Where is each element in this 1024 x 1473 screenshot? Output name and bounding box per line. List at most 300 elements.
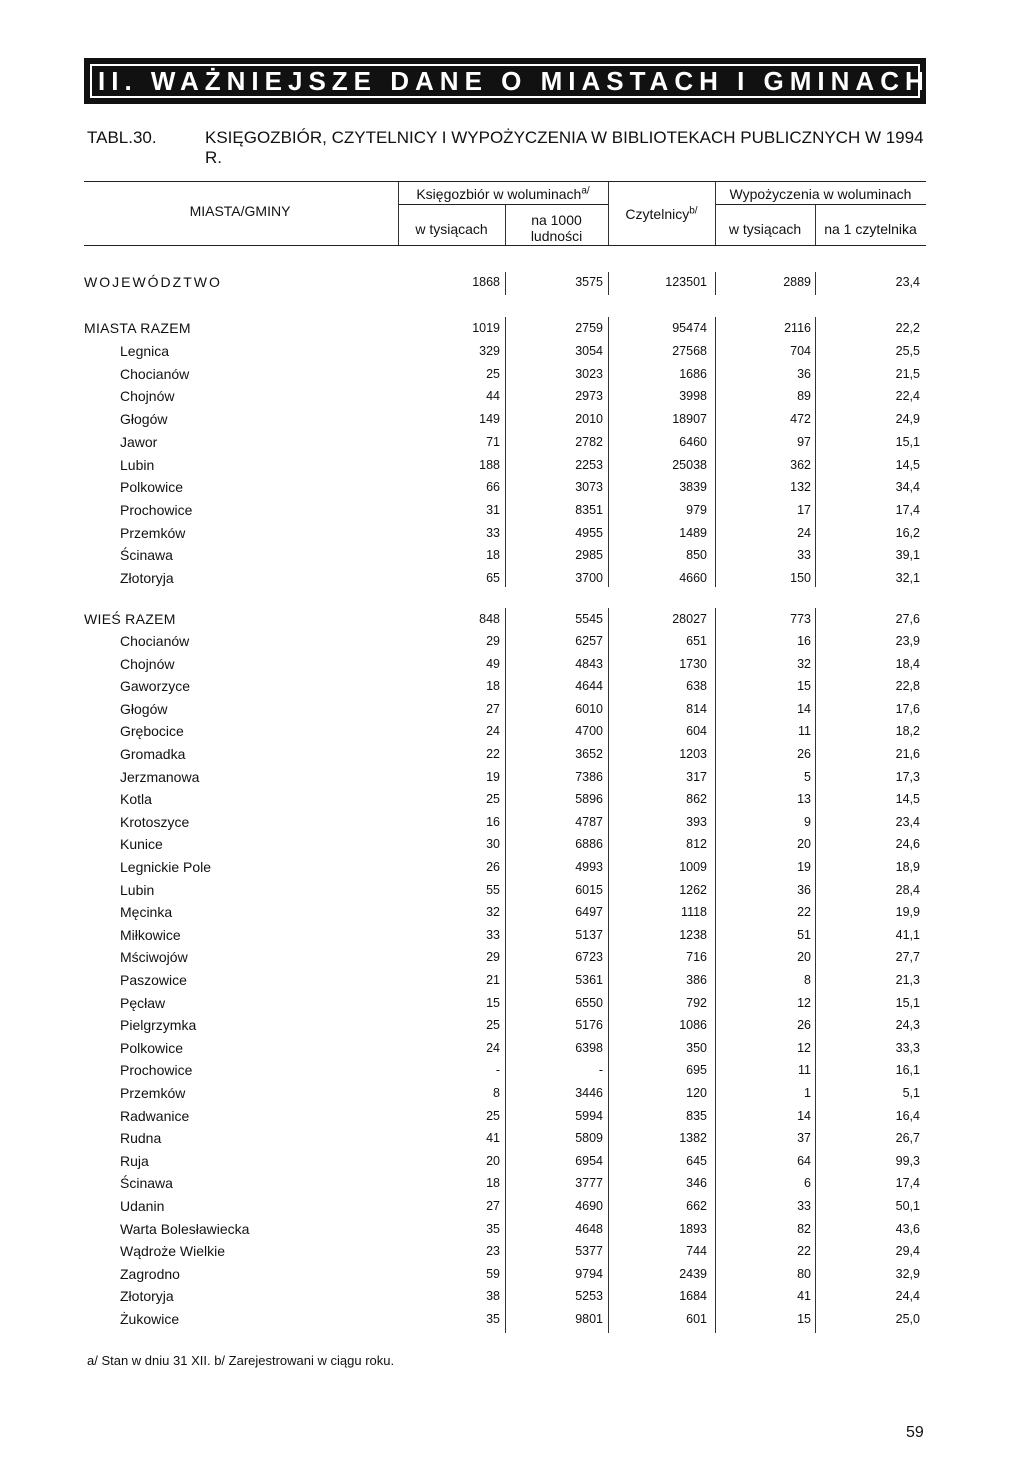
municipality-name: MIASTA RAZEM <box>84 320 191 336</box>
page-number: 59 <box>906 1424 924 1441</box>
cell-readers: 1086 <box>679 1018 707 1033</box>
cell-loans-per-reader: 24,3 <box>895 1018 920 1033</box>
table-row <box>0 500 1024 522</box>
municipality-name: Kotla <box>120 791 152 808</box>
cell-loans-per-reader: 5,1 <box>902 1086 920 1100</box>
cell-loans-thousands: 24 <box>797 525 811 540</box>
cell-loans-per-reader: 32,9 <box>895 1266 920 1281</box>
cell-readers: 120 <box>686 1086 707 1100</box>
cell-books-thousands: 65 <box>486 571 500 585</box>
cell-books-per1000: 6497 <box>575 905 603 920</box>
cell-books-per1000: 6257 <box>575 634 603 648</box>
cell-books-per1000: 5253 <box>575 1289 603 1304</box>
cell-loans-thousands: 17 <box>797 502 811 517</box>
table-row <box>0 1241 1024 1263</box>
cell-loans-per-reader: 28,4 <box>895 882 920 897</box>
cell-readers: 25038 <box>672 457 707 472</box>
municipality-name: WOJEWÓDZTWO <box>84 274 222 290</box>
cell-books-per1000: 3073 <box>575 480 603 495</box>
table-row <box>0 1106 1024 1128</box>
cell-loans-thousands: 11 <box>798 724 811 739</box>
cell-readers: 3839 <box>679 480 707 495</box>
cell-loans-per-reader: 14,5 <box>895 792 920 807</box>
municipality-name: Jawor <box>120 433 158 450</box>
header-loans-group-rule <box>715 204 926 205</box>
cell-readers: 744 <box>686 1244 707 1259</box>
municipality-name: Grębocice <box>120 723 184 740</box>
header-municipality: MIASTA/GMINY <box>189 203 291 219</box>
cell-books-thousands: 26 <box>486 860 500 874</box>
municipality-name: Chocianów <box>120 365 190 382</box>
cell-loans-thousands: 22 <box>797 1244 811 1259</box>
cell-readers: 350 <box>686 1040 707 1055</box>
cell-loans-thousands: 20 <box>797 837 811 852</box>
cell-books-thousands: 15 <box>486 995 500 1010</box>
cell-readers: 1118 <box>681 905 707 920</box>
cell-readers: 4660 <box>679 571 707 585</box>
cell-loans-per-reader: 15,1 <box>895 995 920 1010</box>
municipality-name: Złotoryja <box>120 570 174 586</box>
cell-books-per1000: 2759 <box>575 321 603 335</box>
cell-books-thousands: 16 <box>486 814 500 829</box>
table-row <box>0 676 1024 698</box>
table-row <box>0 432 1024 454</box>
summary-row <box>0 609 1024 631</box>
cell-books-per1000: 7386 <box>575 769 603 784</box>
cell-readers: 651 <box>686 634 707 648</box>
table-row <box>0 477 1024 499</box>
cell-readers: 27568 <box>672 344 707 358</box>
cell-loans-thousands: 51 <box>797 927 811 942</box>
cell-readers: 123501 <box>665 275 707 289</box>
cell-readers: 1238 <box>679 927 707 942</box>
municipality-name: Chojnów <box>120 655 175 672</box>
cell-books-per1000: 3023 <box>575 366 603 381</box>
cell-books-thousands: 27 <box>486 701 500 716</box>
cell-loans-thousands: 97 <box>797 434 811 449</box>
cell-readers: 28027 <box>672 612 707 626</box>
cell-readers: 792 <box>686 995 707 1010</box>
header-loans-per-reader: na 1 czytelnika <box>824 221 917 237</box>
cell-readers: 638 <box>686 679 707 694</box>
cell-books-thousands: 55 <box>486 882 500 897</box>
cell-loans-thousands: 472 <box>790 412 811 427</box>
cell-loans-thousands: 9 <box>804 814 811 829</box>
cell-books-thousands: 25 <box>486 366 500 381</box>
cell-loans-per-reader: 41,1 <box>895 927 920 942</box>
municipality-name: Pielgrzymka <box>120 1017 197 1034</box>
municipality-name: Wądroże Wielkie <box>120 1243 226 1260</box>
table-row <box>0 1151 1024 1173</box>
cell-readers: 393 <box>686 814 707 829</box>
municipality-name: Paszowice <box>120 972 187 988</box>
header-readers <box>608 206 715 222</box>
municipality-name: Przemków <box>120 1085 186 1101</box>
cell-loans-per-reader: 29,4 <box>895 1244 920 1259</box>
table-row <box>0 947 1024 969</box>
municipality-name: Chojnów <box>120 388 175 405</box>
cell-readers: 6460 <box>679 434 707 449</box>
cell-readers: 1686 <box>679 366 707 381</box>
cell-loans-thousands: 773 <box>790 612 811 626</box>
municipality-name: Rudna <box>120 1130 162 1147</box>
municipality-name: Ruja <box>120 1152 149 1169</box>
cell-books-per1000: 6010 <box>575 701 603 716</box>
cell-loans-thousands: 82 <box>797 1221 811 1236</box>
cell-loans-per-reader: 27,6 <box>895 612 920 626</box>
cell-books-per1000: 5361 <box>575 973 603 987</box>
municipality-name: WIEŚ RAZEM <box>84 611 176 627</box>
header-loans-group: Wypożyczenia w woluminach <box>729 186 912 202</box>
table-row <box>0 857 1024 879</box>
cell-loans-thousands: 13 <box>797 792 811 807</box>
municipality-name: Gromadka <box>120 746 186 762</box>
cell-books-per1000: 4843 <box>575 656 603 671</box>
cell-books-per1000: 8351 <box>575 502 603 517</box>
municipality-name: Polkowice <box>120 479 184 496</box>
cell-loans-per-reader: 50,1 <box>895 1199 920 1213</box>
cell-readers: 850 <box>686 548 707 563</box>
cell-books-per1000: 4700 <box>575 724 603 739</box>
municipality-name: Kunice <box>120 836 163 853</box>
cell-books-thousands: 188 <box>479 457 500 472</box>
cell-books-per1000: 5545 <box>575 612 603 626</box>
cell-readers: 3998 <box>679 389 707 404</box>
cell-readers: 1684 <box>679 1289 707 1304</box>
cell-readers: 1262 <box>679 882 707 897</box>
table-row <box>0 970 1024 992</box>
cell-loans-per-reader: 25,0 <box>895 1312 920 1326</box>
cell-loans-per-reader: 43,6 <box>895 1221 920 1236</box>
cell-loans-thousands: 19 <box>797 860 811 874</box>
cell-books-thousands: 25 <box>486 792 500 807</box>
cell-loans-thousands: 20 <box>797 950 811 965</box>
table-row <box>0 545 1024 567</box>
header-readers-note: b/ <box>689 205 698 217</box>
cell-loans-per-reader: 16,4 <box>895 1108 920 1123</box>
table-row <box>0 744 1024 766</box>
cell-readers: 604 <box>686 724 707 739</box>
summary-row <box>0 318 1024 340</box>
cell-loans-per-reader: 23,9 <box>895 634 920 648</box>
cell-loans-per-reader: 22,8 <box>895 679 920 694</box>
cell-books-thousands: 21 <box>486 973 500 987</box>
cell-books-per1000: 9794 <box>575 1266 603 1281</box>
header-books-group <box>398 186 608 202</box>
cell-loans-thousands: 2116 <box>784 321 811 335</box>
cell-readers: 862 <box>686 792 707 807</box>
municipality-name: Pęcław <box>120 994 166 1011</box>
cell-books-thousands: 1868 <box>472 275 500 289</box>
cell-loans-thousands: 14 <box>797 1108 811 1123</box>
cell-books-per1000: 6015 <box>575 882 603 897</box>
cell-books-per1000: 6398 <box>575 1040 603 1055</box>
cell-books-per1000: - <box>598 1063 603 1078</box>
cell-books-thousands: 71 <box>486 434 500 449</box>
municipality-name: Legnica <box>120 343 170 359</box>
cell-readers: 716 <box>686 950 707 965</box>
cell-loans-thousands: 64 <box>797 1153 811 1168</box>
cell-readers: 601 <box>686 1312 707 1326</box>
chapter-title: II. WAŻNIEJSZE DANE O MIASTACH I GMINACH <box>98 65 930 96</box>
header-books-group-label: Księgozbiór w woluminach <box>416 186 582 202</box>
cell-books-thousands: 33 <box>486 927 500 942</box>
cell-books-per1000: 5994 <box>575 1108 603 1123</box>
cell-loans-thousands: 12 <box>797 995 811 1010</box>
cell-books-per1000: 5896 <box>575 792 603 807</box>
cell-books-thousands: 25 <box>486 1108 500 1123</box>
cell-books-per1000: 4690 <box>575 1199 603 1213</box>
municipality-name: Warta Bolesławiecka <box>120 1220 250 1237</box>
cell-books-thousands: 24 <box>486 724 500 739</box>
cell-books-per1000: 6550 <box>575 995 603 1010</box>
cell-loans-per-reader: 21,3 <box>895 973 920 987</box>
header-loans-thousands: w tysiącach <box>728 221 802 237</box>
cell-books-per1000: 6886 <box>575 837 603 852</box>
municipality-name: Ścinawa <box>120 547 173 564</box>
cell-loans-per-reader: 27,7 <box>895 950 920 965</box>
municipality-name: Żukowice <box>120 1311 180 1327</box>
cell-loans-per-reader: 99,3 <box>895 1153 920 1168</box>
cell-books-per1000: 5176 <box>575 1018 603 1033</box>
cell-loans-per-reader: 17,3 <box>895 769 920 784</box>
cell-loans-per-reader: 33,3 <box>895 1040 920 1055</box>
cell-books-thousands: 18 <box>486 548 500 563</box>
cell-readers: 1203 <box>679 747 707 761</box>
cell-loans-thousands: 89 <box>797 389 811 404</box>
cell-books-thousands: 33 <box>486 525 500 540</box>
cell-loans-per-reader: 17,6 <box>895 701 920 716</box>
cell-books-thousands: 27 <box>486 1199 500 1213</box>
cell-readers: 2439 <box>679 1266 707 1281</box>
table-row <box>0 721 1024 743</box>
cell-loans-thousands: 132 <box>790 480 811 495</box>
cell-books-per1000: 4644 <box>575 679 603 694</box>
cell-books-thousands: 32 <box>486 905 500 920</box>
cell-loans-thousands: 14 <box>797 701 811 716</box>
header-bottom-rule <box>84 245 926 246</box>
table-row <box>0 1173 1024 1195</box>
table-row <box>0 1083 1024 1105</box>
cell-loans-thousands: 16 <box>797 634 811 648</box>
cell-loans-thousands: 41 <box>797 1289 811 1304</box>
chapter-banner-frame <box>90 64 930 98</box>
cell-books-per1000: 3054 <box>575 344 603 358</box>
cell-loans-thousands: 362 <box>790 457 811 472</box>
table-row <box>0 455 1024 477</box>
cell-books-thousands: 38 <box>486 1289 500 1304</box>
cell-books-per1000: 4955 <box>575 525 603 540</box>
cell-readers: 835 <box>686 1108 707 1123</box>
cell-books-per1000: 2782 <box>575 434 603 449</box>
cell-books-per1000: 3700 <box>575 571 603 585</box>
municipality-name: Złotoryja <box>120 1288 174 1305</box>
cell-loans-thousands: 33 <box>797 548 811 563</box>
municipality-name: Męcinka <box>120 904 173 921</box>
cell-loans-per-reader: 21,5 <box>895 366 920 381</box>
municipality-name: Krotoszyce <box>120 813 190 830</box>
table-row <box>0 1219 1024 1241</box>
cell-readers: 95474 <box>672 321 707 335</box>
table-row <box>0 386 1024 408</box>
cell-readers: 346 <box>686 1176 707 1191</box>
cell-books-per1000: 5137 <box>575 927 603 942</box>
cell-books-per1000: 3575 <box>575 275 603 289</box>
table-row <box>0 341 1024 363</box>
table-row <box>0 631 1024 653</box>
cell-loans-per-reader: 34,4 <box>895 480 920 495</box>
cell-books-thousands: 35 <box>486 1312 500 1326</box>
cell-books-per1000: 3777 <box>575 1176 603 1191</box>
municipality-name: Radwanice <box>120 1107 190 1124</box>
header-books-note: a/ <box>581 185 590 197</box>
municipality-name: Lubin <box>120 881 155 898</box>
cell-readers: 814 <box>686 701 707 716</box>
header-books-thousands: w tysiącach <box>415 221 488 237</box>
cell-loans-per-reader: 24,4 <box>895 1289 920 1304</box>
cell-loans-thousands: 26 <box>797 747 811 761</box>
municipality-name: Ścinawa <box>120 1175 173 1192</box>
cell-books-per1000: 5377 <box>575 1244 603 1259</box>
cell-loans-per-reader: 23,4 <box>895 275 920 289</box>
cell-books-thousands: 29 <box>486 950 500 965</box>
municipality-name: Gaworzyce <box>120 678 191 695</box>
footnote: a/ Stan w dniu 31 XII. b/ Zarejestrowani w ciągu roku. <box>87 1353 395 1368</box>
cell-loans-thousands: 15 <box>797 1312 811 1326</box>
cell-loans-per-reader: 17,4 <box>895 1176 920 1191</box>
cell-readers: 1489 <box>679 525 707 540</box>
cell-books-per1000: 9801 <box>575 1312 603 1326</box>
cell-loans-per-reader: 19,9 <box>895 905 920 920</box>
cell-readers: 18907 <box>672 412 707 427</box>
cell-readers: 695 <box>686 1063 707 1078</box>
cell-loans-per-reader: 16,1 <box>895 1063 920 1078</box>
cell-books-thousands: 329 <box>479 344 500 358</box>
cell-books-thousands: - <box>495 1063 500 1078</box>
cell-loans-thousands: 704 <box>790 344 811 358</box>
cell-loans-per-reader: 24,9 <box>895 412 920 427</box>
cell-loans-per-reader: 15,1 <box>895 434 920 449</box>
cell-loans-thousands: 11 <box>798 1063 811 1078</box>
table-row <box>0 1128 1024 1150</box>
cell-loans-thousands: 8 <box>804 973 811 987</box>
header-books-per1000 <box>505 212 608 244</box>
municipality-name: Mściwojów <box>120 949 188 966</box>
header-books-per1000-line1: na 1000 <box>531 212 582 228</box>
cell-books-per1000: 5809 <box>575 1131 603 1146</box>
municipality-name: Głogów <box>120 700 168 717</box>
municipality-name: Jerzmanowa <box>120 768 200 785</box>
cell-books-thousands: 31 <box>486 502 500 517</box>
summary-row <box>0 272 1024 294</box>
municipality-name: Głogów <box>120 411 168 428</box>
cell-readers: 317 <box>686 769 707 784</box>
cell-books-thousands: 20 <box>486 1153 500 1168</box>
cell-books-thousands: 18 <box>486 1176 500 1191</box>
municipality-name: Zagrodno <box>120 1265 180 1282</box>
cell-books-per1000: 4993 <box>575 860 603 874</box>
cell-books-thousands: 49 <box>486 656 500 671</box>
cell-books-thousands: 1019 <box>472 321 500 335</box>
cell-loans-thousands: 5 <box>804 769 811 784</box>
cell-books-thousands: 22 <box>486 747 500 761</box>
cell-books-per1000: 4787 <box>575 814 603 829</box>
table-row <box>0 568 1024 590</box>
cell-books-thousands: 19 <box>486 769 500 784</box>
cell-loans-per-reader: 39,1 <box>895 548 920 563</box>
table-row <box>0 1060 1024 1082</box>
cell-loans-thousands: 1 <box>804 1086 811 1100</box>
cell-loans-thousands: 6 <box>804 1176 811 1191</box>
table-row <box>0 1309 1024 1331</box>
table-row <box>0 834 1024 856</box>
table-row <box>0 364 1024 386</box>
table-row <box>0 925 1024 947</box>
cell-books-per1000: 2253 <box>575 457 603 472</box>
cell-readers: 1009 <box>679 860 707 874</box>
cell-loans-per-reader: 17,4 <box>895 502 920 517</box>
table-row <box>0 1015 1024 1037</box>
table-row <box>0 1038 1024 1060</box>
cell-books-thousands: 848 <box>479 612 500 626</box>
table-row <box>0 902 1024 924</box>
cell-books-thousands: 35 <box>486 1221 500 1236</box>
municipality-name: Chocianów <box>120 633 190 649</box>
cell-loans-per-reader: 18,2 <box>895 724 920 739</box>
cell-loans-per-reader: 18,9 <box>895 860 920 874</box>
table-row <box>0 1286 1024 1308</box>
cell-loans-per-reader: 26,7 <box>895 1131 920 1146</box>
cell-loans-per-reader: 18,4 <box>895 656 920 671</box>
cell-readers: 386 <box>686 973 707 987</box>
header-books-group-rule <box>398 204 608 205</box>
table-row <box>0 654 1024 676</box>
cell-loans-thousands: 37 <box>797 1131 811 1146</box>
cell-books-per1000: 2010 <box>575 412 603 427</box>
cell-books-thousands: 59 <box>486 1266 500 1281</box>
cell-books-thousands: 24 <box>486 1040 500 1055</box>
cell-loans-per-reader: 23,4 <box>895 814 920 829</box>
cell-loans-thousands: 150 <box>790 571 811 585</box>
cell-books-thousands: 66 <box>486 480 500 495</box>
cell-books-thousands: 30 <box>486 837 500 852</box>
cell-loans-per-reader: 22,2 <box>895 321 920 335</box>
cell-loans-per-reader: 24,6 <box>895 837 920 852</box>
table-row <box>0 409 1024 431</box>
cell-readers: 662 <box>686 1199 707 1213</box>
cell-loans-thousands: 22 <box>797 905 811 920</box>
cell-books-per1000: 4648 <box>575 1221 603 1236</box>
cell-readers: 1730 <box>679 656 707 671</box>
cell-loans-thousands: 36 <box>797 366 811 381</box>
table-row <box>0 1196 1024 1218</box>
cell-loans-thousands: 15 <box>797 679 811 694</box>
header-readers-label: Czytelnicy <box>625 206 690 222</box>
cell-loans-per-reader: 14,5 <box>895 457 920 472</box>
municipality-name: Legnickie Pole <box>120 859 212 875</box>
cell-books-per1000: 2973 <box>575 389 603 404</box>
header-books-per1000-line2: ludności <box>530 228 583 244</box>
cell-readers: 1893 <box>679 1221 707 1236</box>
cell-books-per1000: 6954 <box>575 1153 603 1168</box>
table-row <box>0 1264 1024 1286</box>
cell-loans-thousands: 12 <box>797 1040 811 1055</box>
cell-books-thousands: 29 <box>486 634 500 648</box>
municipality-name: Prochowice <box>120 501 193 518</box>
municipality-name: Lubin <box>120 456 155 473</box>
table-title: KSIĘGOZBIÓR, CZYTELNICY I WYPOŻYCZENIA W BIBLIOTEKACH PUBLICZNYCH W 1994 R. <box>205 128 924 167</box>
cell-books-thousands: 44 <box>486 389 500 404</box>
